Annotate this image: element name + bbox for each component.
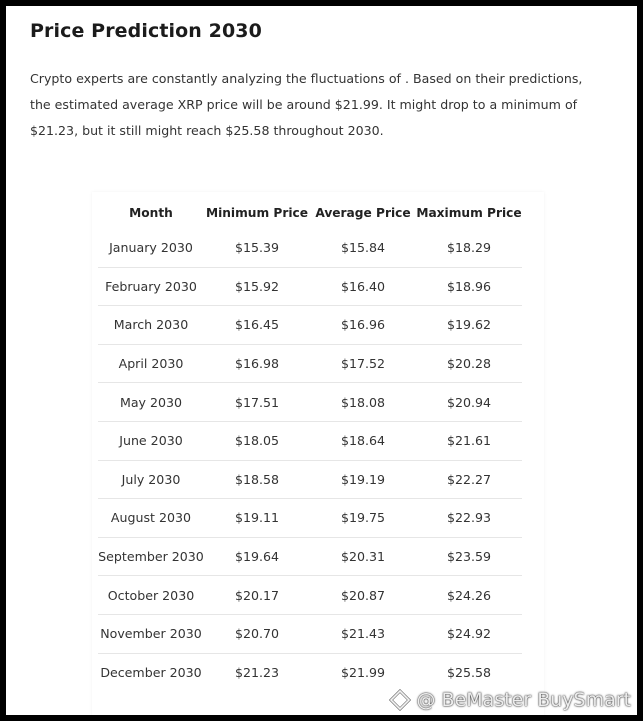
- cell-maximum-price: $25.58: [446, 664, 492, 680]
- table-row: [98, 421, 522, 460]
- header-month: Month: [129, 205, 173, 220]
- table-row: [98, 576, 522, 615]
- cell-average-price: $19.19: [310, 460, 416, 499]
- table-row: [98, 229, 522, 267]
- cell-month: March 2030: [98, 306, 204, 345]
- cell-maximum-price: $20.28: [416, 344, 522, 383]
- watermark: [389, 689, 631, 711]
- cell-month: April 2030: [98, 344, 204, 383]
- cell-maximum-price: $24.92: [416, 614, 522, 653]
- cell-month: July 2030: [98, 460, 204, 499]
- cell-average-price: $18.64: [310, 421, 416, 460]
- cell-maximum-price: $18.96: [416, 267, 522, 306]
- cell-month: September 2030: [98, 537, 204, 576]
- table-row: [98, 614, 522, 653]
- cell-minimum-price: $21.23: [234, 664, 280, 680]
- table-row: [98, 653, 522, 691]
- cell-maximum-price: $23.59: [416, 537, 522, 576]
- cell-month: August 2030: [98, 499, 204, 538]
- cell-month: February 2030: [98, 267, 204, 306]
- cell-minimum-price: $18.58: [204, 460, 310, 499]
- cell-month: June 2030: [98, 421, 204, 460]
- cell-month: May 2030: [98, 383, 204, 422]
- cell-minimum-price: $19.64: [204, 537, 310, 576]
- cell-minimum-price: $16.98: [204, 344, 310, 383]
- intro-line: $21.23, but it still might reach $25.58 throughout 2030.: [30, 123, 384, 138]
- cell-average-price: $21.43: [310, 614, 416, 653]
- cell-maximum-price: $19.62: [416, 306, 522, 345]
- diamond-logo-icon: [389, 689, 411, 711]
- cell-minimum-price: $17.51: [204, 383, 310, 422]
- price-table-card: [92, 192, 544, 715]
- cell-minimum-price: $16.45: [204, 306, 310, 345]
- cell-maximum-price: $24.26: [416, 576, 522, 615]
- article-page: [6, 6, 637, 715]
- cell-average-price: $18.08: [310, 383, 416, 422]
- cell-maximum-price: $21.61: [416, 421, 522, 460]
- price-prediction-table: [98, 196, 522, 691]
- cell-maximum-price: $22.93: [416, 499, 522, 538]
- table-row: [98, 344, 522, 383]
- header-average-price: Average Price: [315, 205, 411, 220]
- cell-minimum-price: $18.05: [204, 421, 310, 460]
- table-row: [98, 537, 522, 576]
- cell-minimum-price: $20.17: [204, 576, 310, 615]
- cell-average-price: $20.31: [310, 537, 416, 576]
- cell-average-price: $20.87: [310, 576, 416, 615]
- cell-minimum-price: $15.39: [204, 229, 310, 267]
- cell-average-price: $17.52: [310, 344, 416, 383]
- cell-minimum-price: $20.70: [204, 614, 310, 653]
- cell-maximum-price: $18.29: [416, 229, 522, 267]
- page-title: Price Prediction 2030: [30, 20, 262, 42]
- intro-line: Crypto experts are constantly analyzing the fluctuations of . Based on their predictions,: [30, 71, 583, 86]
- cell-minimum-price: $15.92: [204, 267, 310, 306]
- table-row: [98, 460, 522, 499]
- header-minimum-price: Minimum Price: [205, 205, 309, 220]
- header-maximum-price: Maximum Price: [416, 205, 522, 220]
- cell-maximum-price: $22.27: [416, 460, 522, 499]
- cell-average-price: $15.84: [310, 229, 416, 267]
- cell-minimum-price: $19.11: [204, 499, 310, 538]
- watermark-text: @ BeMaster BuySmart: [416, 689, 631, 711]
- table-row: [98, 267, 522, 306]
- cell-maximum-price: $20.94: [416, 383, 522, 422]
- cell-average-price: $19.75: [310, 499, 416, 538]
- table-row: [98, 383, 522, 422]
- cell-average-price: $16.96: [310, 306, 416, 345]
- cell-month: October 2030: [98, 576, 204, 615]
- cell-month: November 2030: [98, 614, 204, 653]
- intro-paragraph: [30, 66, 605, 144]
- cell-average-price: $21.99: [340, 664, 386, 680]
- cell-average-price: $16.40: [310, 267, 416, 306]
- table-header-row: [98, 196, 522, 229]
- table-row: [98, 306, 522, 345]
- table-row: [98, 499, 522, 538]
- cell-month: December 2030: [100, 664, 202, 680]
- cell-month: January 2030: [98, 229, 204, 267]
- intro-line: the estimated average XRP price will be around $21.99. It might drop to a minimum of: [30, 97, 578, 112]
- table-body: [98, 229, 522, 691]
